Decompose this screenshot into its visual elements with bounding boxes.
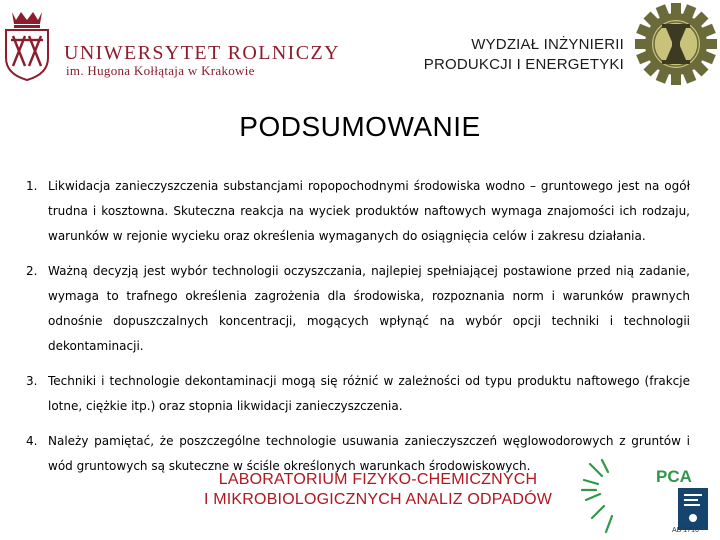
list-item xyxy=(26,369,690,419)
list-item-number: 4. xyxy=(26,434,38,448)
list-item-text: Ważną decyzją jest wybór technologii oczyszczania, najlepiej spełniającej postawione przed nią zadanie, wymaga to trafnego określenia zagrożenia dla środowiska, rozpoznania norm i warunków prawnych odnośnie dopuszczalnych koncentracji, mogących wpłynąć na wybór opcji techniki i technologii dekontaminacji. xyxy=(48,264,690,353)
faculty-gear-icon xyxy=(634,2,718,86)
list-item-text: Techniki i technologie dekontaminacji mogą się różnić w zależności od typu produktu naftowego (frakcje lotne, ciężkie itp.) oraz stopnia likwidacji zanieczyszczenia. xyxy=(48,374,690,413)
university-crest-icon xyxy=(2,6,52,82)
list-item-number: 1. xyxy=(26,179,38,193)
list-item-text: Likwidacja zanieczyszczenia substancjami ropopochodnymi środowiska wodno – gruntowego jest na ogół trudna i kosztowna. Skuteczna reakcja na wyciek produktów naftowych wymaga znajomości ich rodzaju, warunków w rejonie wycieku oraz określenia wymaganych do osiągnięcia celów i zakresu działania. xyxy=(48,179,690,243)
university-logo xyxy=(0,4,340,84)
faculty-line-1: WYDZIAŁ INŻYNIERII xyxy=(471,36,624,53)
faculty-line-2: PRODUKCJI I ENERGETYKI xyxy=(423,56,624,73)
university-name: UNIWERSYTET ROLNICZY xyxy=(64,42,340,64)
faculty-name xyxy=(424,35,624,75)
pca-logo-text: PCA xyxy=(656,467,692,486)
list-item-text: Należy pamiętać, że poszczególne technologie usuwania zanieczyszczeń węglowodorowych z gruntów i wód gruntowych są skuteczne w ściśle określonych warunkach środowiskowych. xyxy=(48,434,690,473)
laboratory-line-2: I MIKROBIOLOGICZNYCH ANALIZ ODPADÓW xyxy=(203,491,553,508)
summary-list xyxy=(26,174,690,489)
list-item-number: 2. xyxy=(26,264,38,278)
laboratory-name xyxy=(168,470,588,510)
page-title: PODSUMOWANIE xyxy=(239,111,481,142)
laboratory-line-1: LABORATORIUM FIZYKO-CHEMICZNYCH xyxy=(218,471,538,488)
pca-code: AB 1716 xyxy=(672,527,699,534)
list-item xyxy=(26,259,690,359)
list-item xyxy=(26,174,690,249)
list-item-number: 3. xyxy=(26,374,38,388)
university-subtitle: im. Hugona Kołłątaja w Krakowie xyxy=(66,63,255,78)
